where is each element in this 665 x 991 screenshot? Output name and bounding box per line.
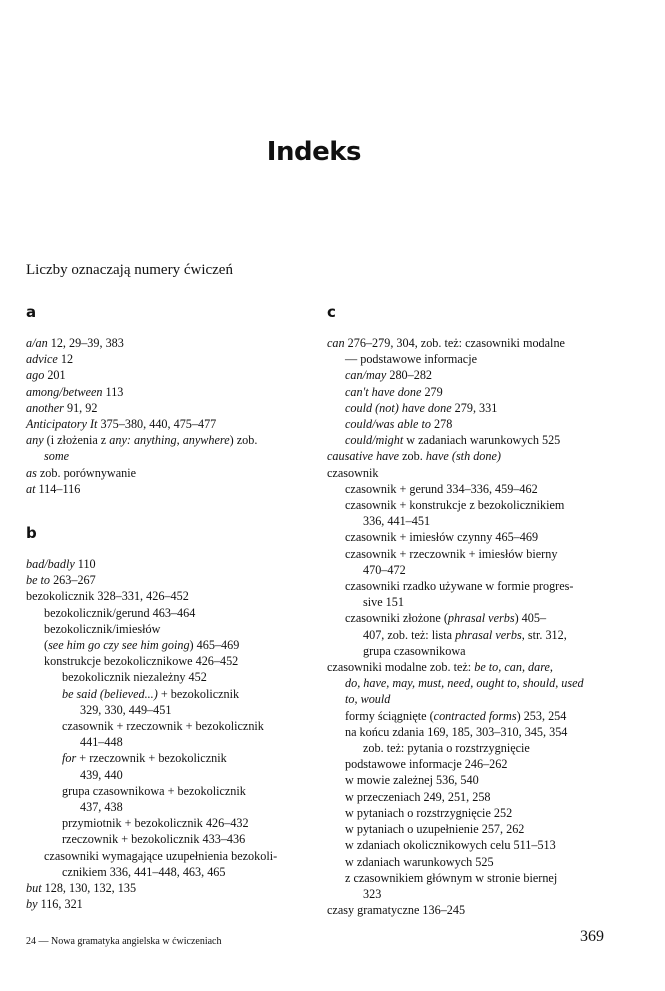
entry-refs: ) 465–469 — [189, 638, 240, 653]
running-footer: 24 — Nowa gramatyka angielska w ćwiczeniach — [26, 936, 222, 947]
entry-refs: 116, 321 — [37, 897, 83, 912]
section-letter-a: a — [26, 303, 37, 321]
index-entry — [26, 465, 311, 481]
entry-term: be to — [26, 573, 51, 588]
entry-refs: 91, 92 — [63, 400, 98, 415]
entry-refs: 110 — [74, 557, 96, 572]
entry-refs: czasowniki modalne zob. też: — [327, 660, 475, 675]
index-entry: przymiotnik + bezokolicznik 426–432 — [62, 816, 249, 831]
index-entry — [26, 367, 311, 383]
entry-refs: 128, 130, 132, 135 — [41, 881, 137, 896]
index-entry: czasownik — [327, 465, 379, 480]
entry-term: have (sth done) — [425, 449, 501, 464]
entry-term: another — [26, 400, 64, 415]
index-entry: w przeczeniach 249, 251, 258 — [345, 789, 491, 804]
index-entry: czasowniki rzadko używane w formie progres- — [345, 579, 574, 594]
index-entry — [26, 448, 311, 464]
entry-refs: ( — [44, 638, 49, 653]
index-entry — [327, 432, 609, 448]
index-entry: na końcu zdania 169, 185, 303–310, 345, 354 — [345, 724, 568, 739]
entry-term: any: anything, anywhere — [109, 433, 230, 448]
index-entry: 470–472 — [363, 562, 406, 577]
entry-term: could/was able to — [345, 417, 431, 432]
index-entry — [26, 400, 311, 416]
entry-term: phrasal verbs, — [455, 627, 525, 642]
entry-term: can/may — [345, 368, 387, 383]
entry-refs: zob. — [399, 449, 426, 464]
entry-refs: + bezokolicznik — [157, 686, 240, 701]
index-entry: 329, 330, 449–451 — [80, 702, 172, 717]
entry-term: by — [26, 897, 38, 912]
section-letter-b: b — [26, 524, 37, 543]
entry-refs: 201 — [44, 368, 66, 383]
index-entry — [327, 400, 609, 416]
entry-term: ago — [26, 368, 45, 383]
entry-term: among/between — [26, 384, 103, 399]
entry-term: as — [26, 465, 37, 480]
page-number: 369 — [580, 928, 604, 945]
index-entry: bezokolicznik/imiesłów — [44, 621, 161, 636]
index-entry: bezokolicznik 328–331, 426–452 — [26, 589, 189, 604]
index-entry: 439, 440 — [80, 767, 123, 782]
right-column — [327, 303, 609, 918]
entry-refs: ) 405– — [514, 611, 547, 626]
index-entry: konstrukcje bezokolicznikowe 426–452 — [44, 654, 239, 669]
entry-refs: 407, zob. też: lista — [363, 627, 456, 642]
entry-term: any — [26, 433, 44, 448]
index-entry: do, have, may, must, need, ought to, should, used — [345, 676, 584, 691]
index-entry — [26, 572, 311, 588]
index-entry — [26, 637, 311, 653]
left-column — [26, 303, 311, 913]
entry-term: can't have done — [345, 384, 422, 399]
entry-refs: 279 — [421, 384, 443, 399]
entry-refs: 375–380, 440, 475–477 — [97, 417, 217, 432]
entry-term: Anticipatory It — [26, 417, 98, 432]
index-entry: czasy gramatyczne 136–245 — [327, 903, 466, 918]
entry-refs: ) 253, 254 — [516, 708, 567, 723]
index-entry — [327, 448, 609, 464]
index-entry: w zdaniach warunkowych 525 — [345, 854, 494, 869]
index-entry: czasownik + rzeczownik + bezokolicznik — [62, 719, 264, 734]
index-entry — [327, 416, 609, 432]
index-entry — [26, 335, 311, 351]
index-entry — [26, 384, 311, 400]
entry-term: phrasal verbs — [447, 611, 515, 626]
entry-term: for — [62, 751, 77, 766]
index-entry: w zdaniach okolicznikowych celu 511–513 — [345, 838, 556, 853]
index-entry: czasownik + gerund 334–336, 459–462 — [345, 481, 538, 496]
entry-refs: 278 — [431, 417, 453, 432]
entry-refs: 280–282 — [386, 368, 432, 383]
index-entry — [327, 708, 609, 724]
entry-refs: 12 — [57, 352, 74, 367]
entry-refs: 113 — [102, 384, 124, 399]
section-letter-c: c — [327, 303, 336, 321]
index-entry — [327, 384, 609, 400]
index-entry: czasownik + imiesłów czynny 465–469 — [345, 530, 539, 545]
index-entry: czasowniki wymagające uzupełnienia bezokoli- — [44, 848, 278, 863]
entry-refs: zob. porównywanie — [36, 465, 137, 480]
index-entry — [26, 896, 311, 912]
index-entry — [26, 481, 311, 497]
entry-refs: 276–279, 304, zob. też: czasowniki modalne — [344, 336, 565, 350]
entry-refs: 12, 29–39, 383 — [47, 336, 124, 350]
index-entry — [26, 750, 311, 766]
index-entry: podstawowe informacje 246–262 — [345, 757, 508, 772]
entry-term: can — [327, 336, 345, 350]
index-entry: — podstawowe informacje — [345, 352, 477, 367]
index-entry: w pytaniach o uzupełnienie 257, 262 — [345, 822, 525, 837]
entry-refs: (i złożenia z — [43, 433, 110, 448]
entry-term: see him go czy see him going — [48, 638, 190, 653]
index-entry: bezokolicznik/gerund 463–464 — [44, 605, 196, 620]
index-entry: 336, 441–451 — [363, 514, 431, 529]
page-title-text: Indeks — [266, 137, 361, 167]
index-entry — [327, 335, 609, 351]
index-entry: grupa czasownikowa + bezokolicznik — [62, 783, 246, 798]
entry-refs: str. 312, — [524, 627, 567, 642]
entry-refs: ) zob. — [229, 433, 258, 448]
entry-term: could/might — [345, 433, 404, 448]
index-entry: cznikiem 336, 441–448, 463, 465 — [62, 864, 226, 879]
index-entry: 437, 438 — [80, 800, 123, 815]
index-entry — [26, 556, 311, 572]
index-entry: w pytaniach o rozstrzygnięcie 252 — [345, 805, 513, 820]
entry-term: but — [26, 881, 42, 896]
index-entry: z czasownikiem głównym w stronie biernej — [345, 870, 558, 885]
index-entry — [26, 686, 311, 702]
entry-term: be to, can, dare, — [474, 660, 553, 675]
index-entry: 323 — [363, 886, 382, 901]
page-title — [0, 137, 628, 167]
index-entry — [327, 627, 609, 643]
index-entry — [327, 610, 609, 626]
index-entry: zob. też: pytania o rozstrzygnięcie — [363, 741, 530, 756]
index-entry: w mowie zależnej 536, 540 — [345, 773, 479, 788]
entry-term: a/an — [26, 336, 48, 350]
entry-refs: formy ściągnięte ( — [345, 708, 434, 723]
entry-term: could (not) have done — [345, 400, 452, 415]
index-entry — [26, 351, 311, 367]
entry-refs: + rzeczownik + bezokolicznik — [76, 751, 227, 766]
entry-term: causative have — [327, 449, 400, 464]
index-entry: czasownik + rzeczownik + imiesłów bierny — [345, 546, 558, 561]
entry-term: at — [26, 481, 36, 496]
entry-term: some — [44, 449, 70, 464]
index-subtitle: Liczby oznaczają numery ćwiczeń — [26, 262, 233, 278]
index-entry: rzeczownik + bezokolicznik 433–436 — [62, 832, 246, 847]
index-entry — [26, 432, 311, 448]
index-entry: 441–448 — [80, 735, 123, 750]
index-entry — [327, 659, 609, 675]
entry-refs: 263–267 — [50, 573, 96, 588]
index-entry — [26, 416, 311, 432]
index-entry: bezokolicznik niezależny 452 — [62, 670, 207, 685]
index-entry — [26, 880, 311, 896]
entry-refs: w zadaniach warunkowych 525 — [403, 433, 561, 448]
entry-term: be said (believed...) — [62, 686, 158, 701]
index-entry: grupa czasownikowa — [363, 643, 466, 658]
index-entry: sive 151 — [363, 595, 404, 610]
entry-refs: 279, 331 — [451, 400, 498, 415]
entry-refs: czasowniki złożone ( — [345, 611, 448, 626]
entry-term: contracted forms — [433, 708, 517, 723]
entry-term: advice — [26, 352, 58, 367]
index-entry: to, would — [345, 692, 391, 707]
entry-refs: 114–116 — [35, 481, 81, 496]
index-entry — [327, 367, 609, 383]
index-entry: czasownik + konstrukcje z bezokolicznikiem — [345, 498, 565, 513]
entry-term: bad/badly — [26, 557, 75, 572]
